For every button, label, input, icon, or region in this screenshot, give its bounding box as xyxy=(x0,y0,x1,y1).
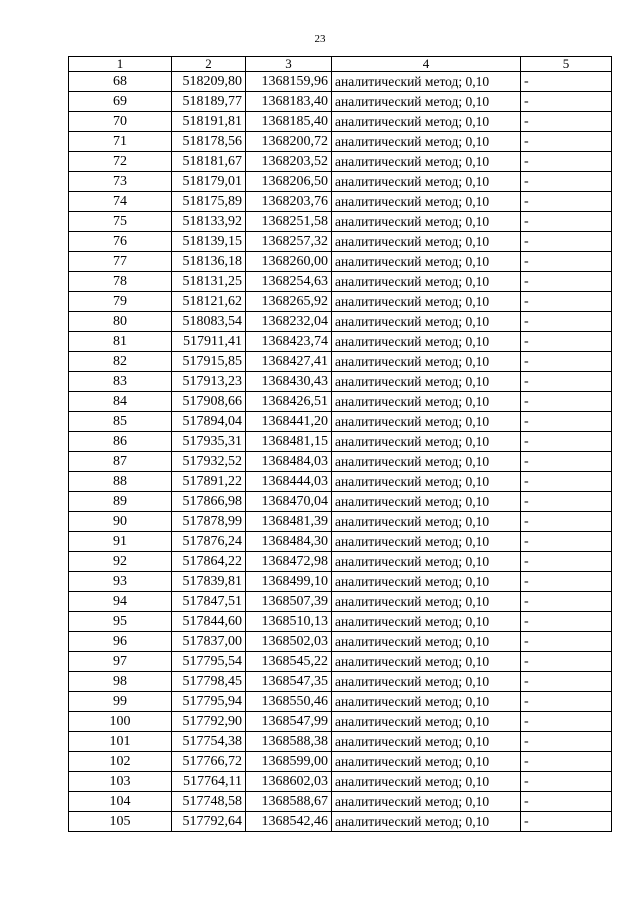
cell-point-number: 100 xyxy=(69,712,172,732)
cell-description: - xyxy=(521,492,612,512)
cell-y-coordinate: 1368472,98 xyxy=(246,552,332,572)
page-number: 23 xyxy=(314,33,326,45)
cell-description: - xyxy=(521,412,612,432)
cell-x-coordinate: 518083,54 xyxy=(172,312,246,332)
cell-description: - xyxy=(521,452,612,472)
cell-y-coordinate: 1368444,03 xyxy=(246,472,332,492)
column-header-5: 5 xyxy=(521,57,612,72)
cell-x-coordinate: 517935,31 xyxy=(172,432,246,452)
cell-y-coordinate: 1368206,50 xyxy=(246,172,332,192)
table-row xyxy=(69,792,612,812)
cell-point-number: 94 xyxy=(69,592,172,612)
cell-method-accuracy: аналитический метод; 0,10 xyxy=(332,792,521,812)
cell-description: - xyxy=(521,632,612,652)
table-row xyxy=(69,112,612,132)
cell-description: - xyxy=(521,212,612,232)
cell-description: - xyxy=(521,752,612,772)
cell-description: - xyxy=(521,152,612,172)
cell-y-coordinate: 1368251,58 xyxy=(246,212,332,232)
table-row xyxy=(69,92,612,112)
table-row xyxy=(69,512,612,532)
cell-point-number: 99 xyxy=(69,692,172,712)
table-row xyxy=(69,172,612,192)
cell-x-coordinate: 518178,56 xyxy=(172,132,246,152)
table-row xyxy=(69,652,612,672)
cell-x-coordinate: 518133,92 xyxy=(172,212,246,232)
table-row xyxy=(69,432,612,452)
cell-description: - xyxy=(521,532,612,552)
cell-point-number: 92 xyxy=(69,552,172,572)
cell-point-number: 77 xyxy=(69,252,172,272)
cell-point-number: 76 xyxy=(69,232,172,252)
cell-y-coordinate: 1368265,92 xyxy=(246,292,332,312)
cell-x-coordinate: 518189,77 xyxy=(172,92,246,112)
cell-method-accuracy: аналитический метод; 0,10 xyxy=(332,232,521,252)
coordinates-table xyxy=(68,56,612,832)
cell-y-coordinate: 1368430,43 xyxy=(246,372,332,392)
cell-x-coordinate: 517915,85 xyxy=(172,352,246,372)
cell-method-accuracy: аналитический метод; 0,10 xyxy=(332,752,521,772)
cell-y-coordinate: 1368441,20 xyxy=(246,412,332,432)
table-row xyxy=(69,212,612,232)
cell-point-number: 90 xyxy=(69,512,172,532)
table-row xyxy=(69,672,612,692)
cell-description: - xyxy=(521,372,612,392)
cell-method-accuracy: аналитический метод; 0,10 xyxy=(332,372,521,392)
cell-x-coordinate: 517932,52 xyxy=(172,452,246,472)
cell-point-number: 89 xyxy=(69,492,172,512)
cell-y-coordinate: 1368185,40 xyxy=(246,112,332,132)
cell-method-accuracy: аналитический метод; 0,10 xyxy=(332,592,521,612)
cell-point-number: 88 xyxy=(69,472,172,492)
cell-point-number: 95 xyxy=(69,612,172,632)
cell-point-number: 80 xyxy=(69,312,172,332)
column-header-2: 2 xyxy=(172,57,246,72)
cell-y-coordinate: 1368510,13 xyxy=(246,612,332,632)
cell-x-coordinate: 517764,11 xyxy=(172,772,246,792)
table-header-row xyxy=(69,57,612,72)
cell-description: - xyxy=(521,652,612,672)
cell-method-accuracy: аналитический метод; 0,10 xyxy=(332,152,521,172)
cell-x-coordinate: 517795,94 xyxy=(172,692,246,712)
cell-method-accuracy: аналитический метод; 0,10 xyxy=(332,552,521,572)
cell-description: - xyxy=(521,512,612,532)
table-row xyxy=(69,812,612,832)
cell-description: - xyxy=(521,272,612,292)
cell-point-number: 83 xyxy=(69,372,172,392)
cell-point-number: 78 xyxy=(69,272,172,292)
table-row xyxy=(69,712,612,732)
cell-method-accuracy: аналитический метод; 0,10 xyxy=(332,132,521,152)
cell-x-coordinate: 518131,25 xyxy=(172,272,246,292)
cell-description: - xyxy=(521,392,612,412)
cell-point-number: 105 xyxy=(69,812,172,832)
cell-point-number: 101 xyxy=(69,732,172,752)
cell-point-number: 93 xyxy=(69,572,172,592)
cell-point-number: 87 xyxy=(69,452,172,472)
cell-method-accuracy: аналитический метод; 0,10 xyxy=(332,412,521,432)
cell-y-coordinate: 1368602,03 xyxy=(246,772,332,792)
column-header-3: 3 xyxy=(246,57,332,72)
cell-method-accuracy: аналитический метод; 0,10 xyxy=(332,252,521,272)
cell-point-number: 75 xyxy=(69,212,172,232)
cell-x-coordinate: 518179,01 xyxy=(172,172,246,192)
cell-method-accuracy: аналитический метод; 0,10 xyxy=(332,672,521,692)
cell-x-coordinate: 518136,18 xyxy=(172,252,246,272)
cell-point-number: 69 xyxy=(69,92,172,112)
cell-point-number: 104 xyxy=(69,792,172,812)
table-row xyxy=(69,692,612,712)
cell-x-coordinate: 518175,89 xyxy=(172,192,246,212)
cell-y-coordinate: 1368481,15 xyxy=(246,432,332,452)
cell-point-number: 82 xyxy=(69,352,172,372)
cell-y-coordinate: 1368599,00 xyxy=(246,752,332,772)
table-row xyxy=(69,232,612,252)
table-row xyxy=(69,252,612,272)
cell-y-coordinate: 1368481,39 xyxy=(246,512,332,532)
cell-method-accuracy: аналитический метод; 0,10 xyxy=(332,692,521,712)
cell-x-coordinate: 518139,15 xyxy=(172,232,246,252)
table-row xyxy=(69,592,612,612)
cell-y-coordinate: 1368426,51 xyxy=(246,392,332,412)
cell-point-number: 70 xyxy=(69,112,172,132)
cell-description: - xyxy=(521,192,612,212)
cell-x-coordinate: 517894,04 xyxy=(172,412,246,432)
cell-x-coordinate: 517876,24 xyxy=(172,532,246,552)
cell-method-accuracy: аналитический метод; 0,10 xyxy=(332,112,521,132)
table-row xyxy=(69,772,612,792)
cell-point-number: 84 xyxy=(69,392,172,412)
cell-y-coordinate: 1368484,03 xyxy=(246,452,332,472)
cell-description: - xyxy=(521,432,612,452)
cell-description: - xyxy=(521,352,612,372)
cell-x-coordinate: 517908,66 xyxy=(172,392,246,412)
cell-x-coordinate: 517795,54 xyxy=(172,652,246,672)
cell-y-coordinate: 1368257,32 xyxy=(246,232,332,252)
cell-x-coordinate: 517792,64 xyxy=(172,812,246,832)
cell-point-number: 68 xyxy=(69,72,172,92)
cell-method-accuracy: аналитический метод; 0,10 xyxy=(332,572,521,592)
cell-method-accuracy: аналитический метод; 0,10 xyxy=(332,392,521,412)
cell-y-coordinate: 1368484,30 xyxy=(246,532,332,552)
cell-point-number: 102 xyxy=(69,752,172,772)
cell-point-number: 91 xyxy=(69,532,172,552)
cell-point-number: 73 xyxy=(69,172,172,192)
cell-point-number: 74 xyxy=(69,192,172,212)
cell-method-accuracy: аналитический метод; 0,10 xyxy=(332,92,521,112)
cell-method-accuracy: аналитический метод; 0,10 xyxy=(332,432,521,452)
cell-description: - xyxy=(521,812,612,832)
cell-method-accuracy: аналитический метод; 0,10 xyxy=(332,632,521,652)
cell-y-coordinate: 1368547,35 xyxy=(246,672,332,692)
column-header-4: 4 xyxy=(332,57,521,72)
cell-method-accuracy: аналитический метод; 0,10 xyxy=(332,212,521,232)
cell-x-coordinate: 517878,99 xyxy=(172,512,246,532)
cell-x-coordinate: 518191,81 xyxy=(172,112,246,132)
cell-y-coordinate: 1368200,72 xyxy=(246,132,332,152)
cell-method-accuracy: аналитический метод; 0,10 xyxy=(332,352,521,372)
cell-x-coordinate: 517754,38 xyxy=(172,732,246,752)
cell-point-number: 103 xyxy=(69,772,172,792)
cell-point-number: 81 xyxy=(69,332,172,352)
cell-description: - xyxy=(521,672,612,692)
cell-x-coordinate: 517839,81 xyxy=(172,572,246,592)
cell-method-accuracy: аналитический метод; 0,10 xyxy=(332,312,521,332)
cell-y-coordinate: 1368588,67 xyxy=(246,792,332,812)
cell-y-coordinate: 1368507,39 xyxy=(246,592,332,612)
cell-description: - xyxy=(521,592,612,612)
table-body xyxy=(69,72,612,832)
cell-description: - xyxy=(521,692,612,712)
table-row xyxy=(69,752,612,772)
cell-x-coordinate: 518209,80 xyxy=(172,72,246,92)
cell-y-coordinate: 1368550,46 xyxy=(246,692,332,712)
table-row xyxy=(69,72,612,92)
cell-y-coordinate: 1368203,52 xyxy=(246,152,332,172)
cell-y-coordinate: 1368260,00 xyxy=(246,252,332,272)
table-row xyxy=(69,532,612,552)
cell-y-coordinate: 1368547,99 xyxy=(246,712,332,732)
cell-x-coordinate: 517844,60 xyxy=(172,612,246,632)
table-row xyxy=(69,452,612,472)
cell-method-accuracy: аналитический метод; 0,10 xyxy=(332,192,521,212)
cell-x-coordinate: 517748,58 xyxy=(172,792,246,812)
cell-method-accuracy: аналитический метод; 0,10 xyxy=(332,332,521,352)
cell-y-coordinate: 1368423,74 xyxy=(246,332,332,352)
cell-description: - xyxy=(521,732,612,752)
cell-y-coordinate: 1368499,10 xyxy=(246,572,332,592)
cell-method-accuracy: аналитический метод; 0,10 xyxy=(332,272,521,292)
cell-description: - xyxy=(521,712,612,732)
table-row xyxy=(69,412,612,432)
cell-method-accuracy: аналитический метод; 0,10 xyxy=(332,472,521,492)
cell-point-number: 79 xyxy=(69,292,172,312)
cell-description: - xyxy=(521,312,612,332)
cell-method-accuracy: аналитический метод; 0,10 xyxy=(332,492,521,512)
cell-description: - xyxy=(521,472,612,492)
cell-method-accuracy: аналитический метод; 0,10 xyxy=(332,512,521,532)
cell-method-accuracy: аналитический метод; 0,10 xyxy=(332,652,521,672)
cell-x-coordinate: 518181,67 xyxy=(172,152,246,172)
cell-x-coordinate: 517891,22 xyxy=(172,472,246,492)
table-row xyxy=(69,572,612,592)
cell-point-number: 96 xyxy=(69,632,172,652)
cell-description: - xyxy=(521,612,612,632)
cell-x-coordinate: 517837,00 xyxy=(172,632,246,652)
table-row xyxy=(69,492,612,512)
cell-x-coordinate: 517866,98 xyxy=(172,492,246,512)
cell-method-accuracy: аналитический метод; 0,10 xyxy=(332,772,521,792)
table-row xyxy=(69,552,612,572)
cell-method-accuracy: аналитический метод; 0,10 xyxy=(332,612,521,632)
table-row xyxy=(69,732,612,752)
cell-y-coordinate: 1368588,38 xyxy=(246,732,332,752)
table-row xyxy=(69,332,612,352)
cell-description: - xyxy=(521,332,612,352)
table-row xyxy=(69,292,612,312)
cell-y-coordinate: 1368545,22 xyxy=(246,652,332,672)
cell-description: - xyxy=(521,252,612,272)
cell-description: - xyxy=(521,172,612,192)
cell-point-number: 97 xyxy=(69,652,172,672)
table-row xyxy=(69,392,612,412)
table-row xyxy=(69,312,612,332)
cell-point-number: 98 xyxy=(69,672,172,692)
cell-y-coordinate: 1368159,96 xyxy=(246,72,332,92)
cell-y-coordinate: 1368183,40 xyxy=(246,92,332,112)
cell-y-coordinate: 1368542,46 xyxy=(246,812,332,832)
cell-description: - xyxy=(521,132,612,152)
cell-method-accuracy: аналитический метод; 0,10 xyxy=(332,732,521,752)
cell-description: - xyxy=(521,552,612,572)
cell-x-coordinate: 517798,45 xyxy=(172,672,246,692)
cell-description: - xyxy=(521,792,612,812)
cell-method-accuracy: аналитический метод; 0,10 xyxy=(332,172,521,192)
cell-description: - xyxy=(521,72,612,92)
cell-method-accuracy: аналитический метод; 0,10 xyxy=(332,712,521,732)
cell-y-coordinate: 1368470,04 xyxy=(246,492,332,512)
cell-point-number: 85 xyxy=(69,412,172,432)
cell-point-number: 72 xyxy=(69,152,172,172)
cell-y-coordinate: 1368254,63 xyxy=(246,272,332,292)
cell-method-accuracy: аналитический метод; 0,10 xyxy=(332,812,521,832)
table-row xyxy=(69,132,612,152)
table-row xyxy=(69,612,612,632)
cell-point-number: 86 xyxy=(69,432,172,452)
cell-x-coordinate: 518121,62 xyxy=(172,292,246,312)
cell-description: - xyxy=(521,292,612,312)
cell-description: - xyxy=(521,232,612,252)
cell-point-number: 71 xyxy=(69,132,172,152)
table-row xyxy=(69,472,612,492)
cell-description: - xyxy=(521,772,612,792)
cell-description: - xyxy=(521,92,612,112)
table-row xyxy=(69,632,612,652)
table-row xyxy=(69,152,612,172)
cell-y-coordinate: 1368232,04 xyxy=(246,312,332,332)
cell-x-coordinate: 517911,41 xyxy=(172,332,246,352)
cell-method-accuracy: аналитический метод; 0,10 xyxy=(332,72,521,92)
cell-x-coordinate: 517847,51 xyxy=(172,592,246,612)
table-row xyxy=(69,272,612,292)
cell-description: - xyxy=(521,572,612,592)
cell-description: - xyxy=(521,112,612,132)
cell-y-coordinate: 1368203,76 xyxy=(246,192,332,212)
cell-method-accuracy: аналитический метод; 0,10 xyxy=(332,532,521,552)
cell-method-accuracy: аналитический метод; 0,10 xyxy=(332,292,521,312)
table-row xyxy=(69,192,612,212)
cell-y-coordinate: 1368427,41 xyxy=(246,352,332,372)
cell-x-coordinate: 517913,23 xyxy=(172,372,246,392)
cell-x-coordinate: 517792,90 xyxy=(172,712,246,732)
cell-x-coordinate: 517864,22 xyxy=(172,552,246,572)
cell-x-coordinate: 517766,72 xyxy=(172,752,246,772)
cell-method-accuracy: аналитический метод; 0,10 xyxy=(332,452,521,472)
cell-y-coordinate: 1368502,03 xyxy=(246,632,332,652)
table-row xyxy=(69,352,612,372)
table-row xyxy=(69,372,612,392)
column-header-1: 1 xyxy=(69,57,172,72)
